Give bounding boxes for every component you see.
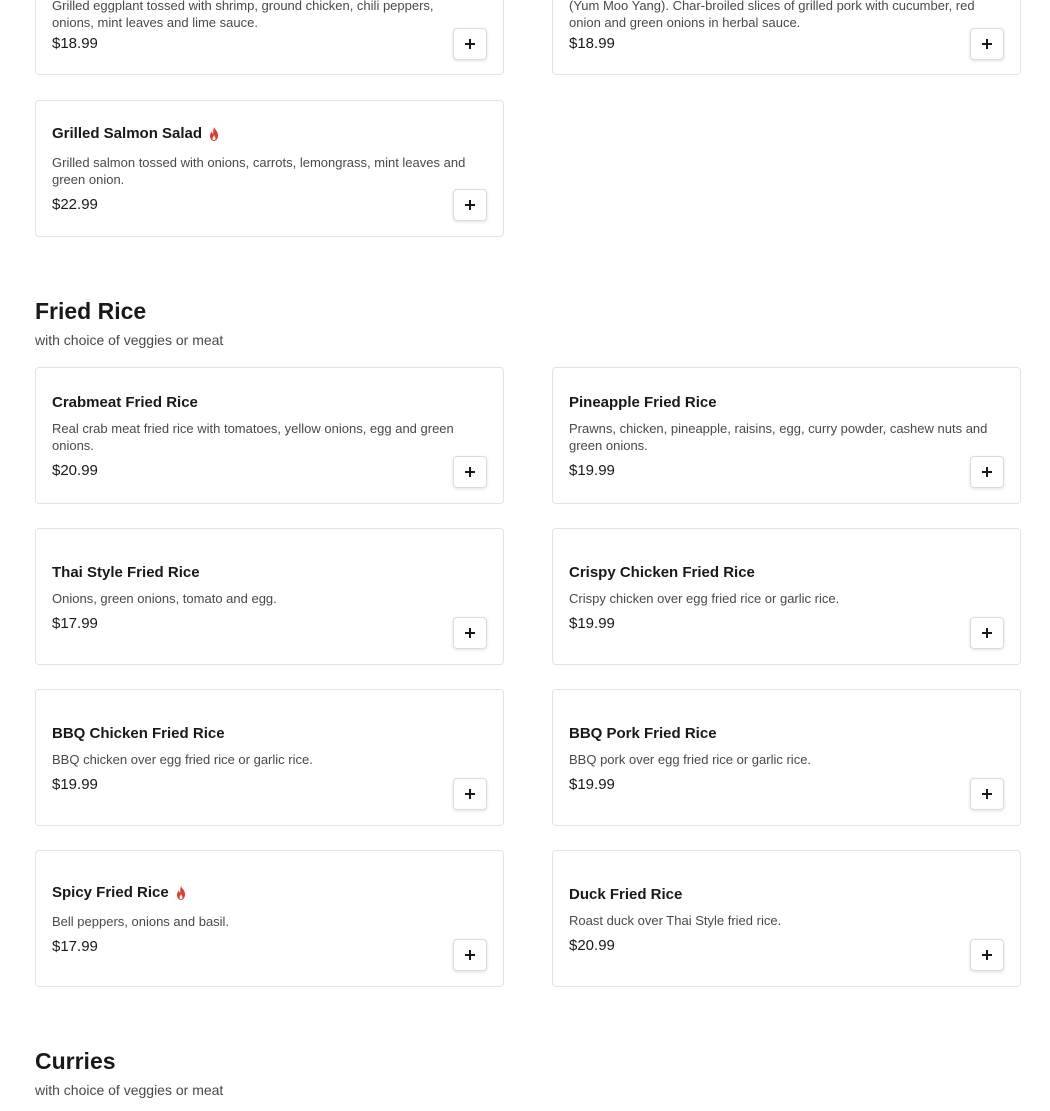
menu-item-card[interactable] <box>35 100 504 237</box>
section-subtitle: with choice of veggies or meat <box>35 332 224 348</box>
plus-icon <box>982 628 992 638</box>
item-description: Roast duck over Thai Style fried rice. <box>569 913 782 928</box>
plus-icon <box>465 950 475 960</box>
item-description: Real crab meat fried rice with tomatoes, yellow onions, egg and green onions. <box>52 421 454 453</box>
add-item-button[interactable] <box>970 28 1004 60</box>
plus-icon <box>982 39 992 49</box>
item-name: Pineapple Fried Rice <box>569 394 717 411</box>
item-name: Grilled Salmon Salad <box>52 125 203 142</box>
item-description: Grilled eggplant tossed with shrimp, ground chicken, chili peppers, onions, mint leaves and lime sauce. <box>52 0 434 30</box>
item-name: Crabmeat Fried Rice <box>52 394 198 411</box>
menu-item-card[interactable] <box>552 367 1021 504</box>
item-name: Thai Style Fried Rice <box>52 564 200 581</box>
flame-icon <box>174 885 188 901</box>
section-title: Fried Rice <box>35 298 147 324</box>
add-item-button[interactable] <box>453 617 487 649</box>
menu-item-card[interactable] <box>552 850 1021 987</box>
menu-item-card[interactable] <box>35 850 504 987</box>
add-item-button[interactable] <box>970 617 1004 649</box>
item-name: BBQ Chicken Fried Rice <box>52 725 225 742</box>
add-item-button[interactable] <box>453 456 487 488</box>
plus-icon <box>982 789 992 799</box>
item-name: Duck Fried Rice <box>569 886 683 903</box>
item-description: Crispy chicken over egg fried rice or garlic rice. <box>569 591 840 606</box>
menu-item-card[interactable] <box>35 528 504 665</box>
add-item-button[interactable] <box>453 28 487 60</box>
add-item-button[interactable] <box>453 778 487 810</box>
item-price: $17.99 <box>52 938 98 955</box>
plus-icon <box>465 200 475 210</box>
plus-icon <box>982 467 992 477</box>
item-price: $19.99 <box>569 615 615 632</box>
menu-item-card[interactable] <box>552 0 1021 75</box>
add-item-button[interactable] <box>970 456 1004 488</box>
add-item-button[interactable] <box>970 778 1004 810</box>
item-description: Bell peppers, onions and basil. <box>52 914 230 929</box>
plus-icon <box>465 628 475 638</box>
flame-icon <box>207 126 221 142</box>
section-title: Curries <box>35 1048 116 1074</box>
menu-item-card[interactable] <box>552 689 1021 826</box>
item-price: $20.99 <box>569 937 615 954</box>
item-name: Spicy Fried Rice <box>52 884 169 901</box>
item-price: $18.99 <box>569 35 615 52</box>
add-item-button[interactable] <box>970 939 1004 971</box>
item-name: BBQ Pork Fried Rice <box>569 725 717 742</box>
item-name-row <box>52 125 221 142</box>
item-price: $17.99 <box>52 615 98 632</box>
item-price: $20.99 <box>52 462 98 479</box>
item-price: $22.99 <box>52 196 98 213</box>
item-name: Crispy Chicken Fried Rice <box>569 564 755 581</box>
item-price: $19.99 <box>569 776 615 793</box>
menu-item-card[interactable] <box>35 0 504 75</box>
section-subtitle: with choice of veggies or meat <box>35 1082 224 1098</box>
menu-item-card[interactable] <box>552 528 1021 665</box>
menu-item-card[interactable] <box>35 367 504 504</box>
plus-icon <box>465 467 475 477</box>
item-description: Onions, green onions, tomato and egg. <box>52 591 277 606</box>
add-item-button[interactable] <box>453 189 487 221</box>
item-description: Prawns, chicken, pineapple, raisins, egg, curry powder, cashew nuts and green onions. <box>569 421 988 453</box>
add-item-button[interactable] <box>453 939 487 971</box>
plus-icon <box>465 789 475 799</box>
item-description: Grilled salmon tossed with onions, carrots, lemongrass, mint leaves and green onion. <box>52 155 466 187</box>
item-description: BBQ chicken over egg fried rice or garlic rice. <box>52 752 313 767</box>
item-price: $19.99 <box>569 462 615 479</box>
item-price: $18.99 <box>52 35 98 52</box>
item-description: BBQ pork over egg fried rice or garlic rice. <box>569 752 812 767</box>
item-description: (Yum Moo Yang). Char-broiled slices of grilled pork with cucumber, red onion and green onions in herbal sauce. <box>569 0 975 30</box>
menu-item-card[interactable] <box>35 689 504 826</box>
plus-icon <box>982 950 992 960</box>
item-price: $19.99 <box>52 776 98 793</box>
plus-icon <box>465 39 475 49</box>
